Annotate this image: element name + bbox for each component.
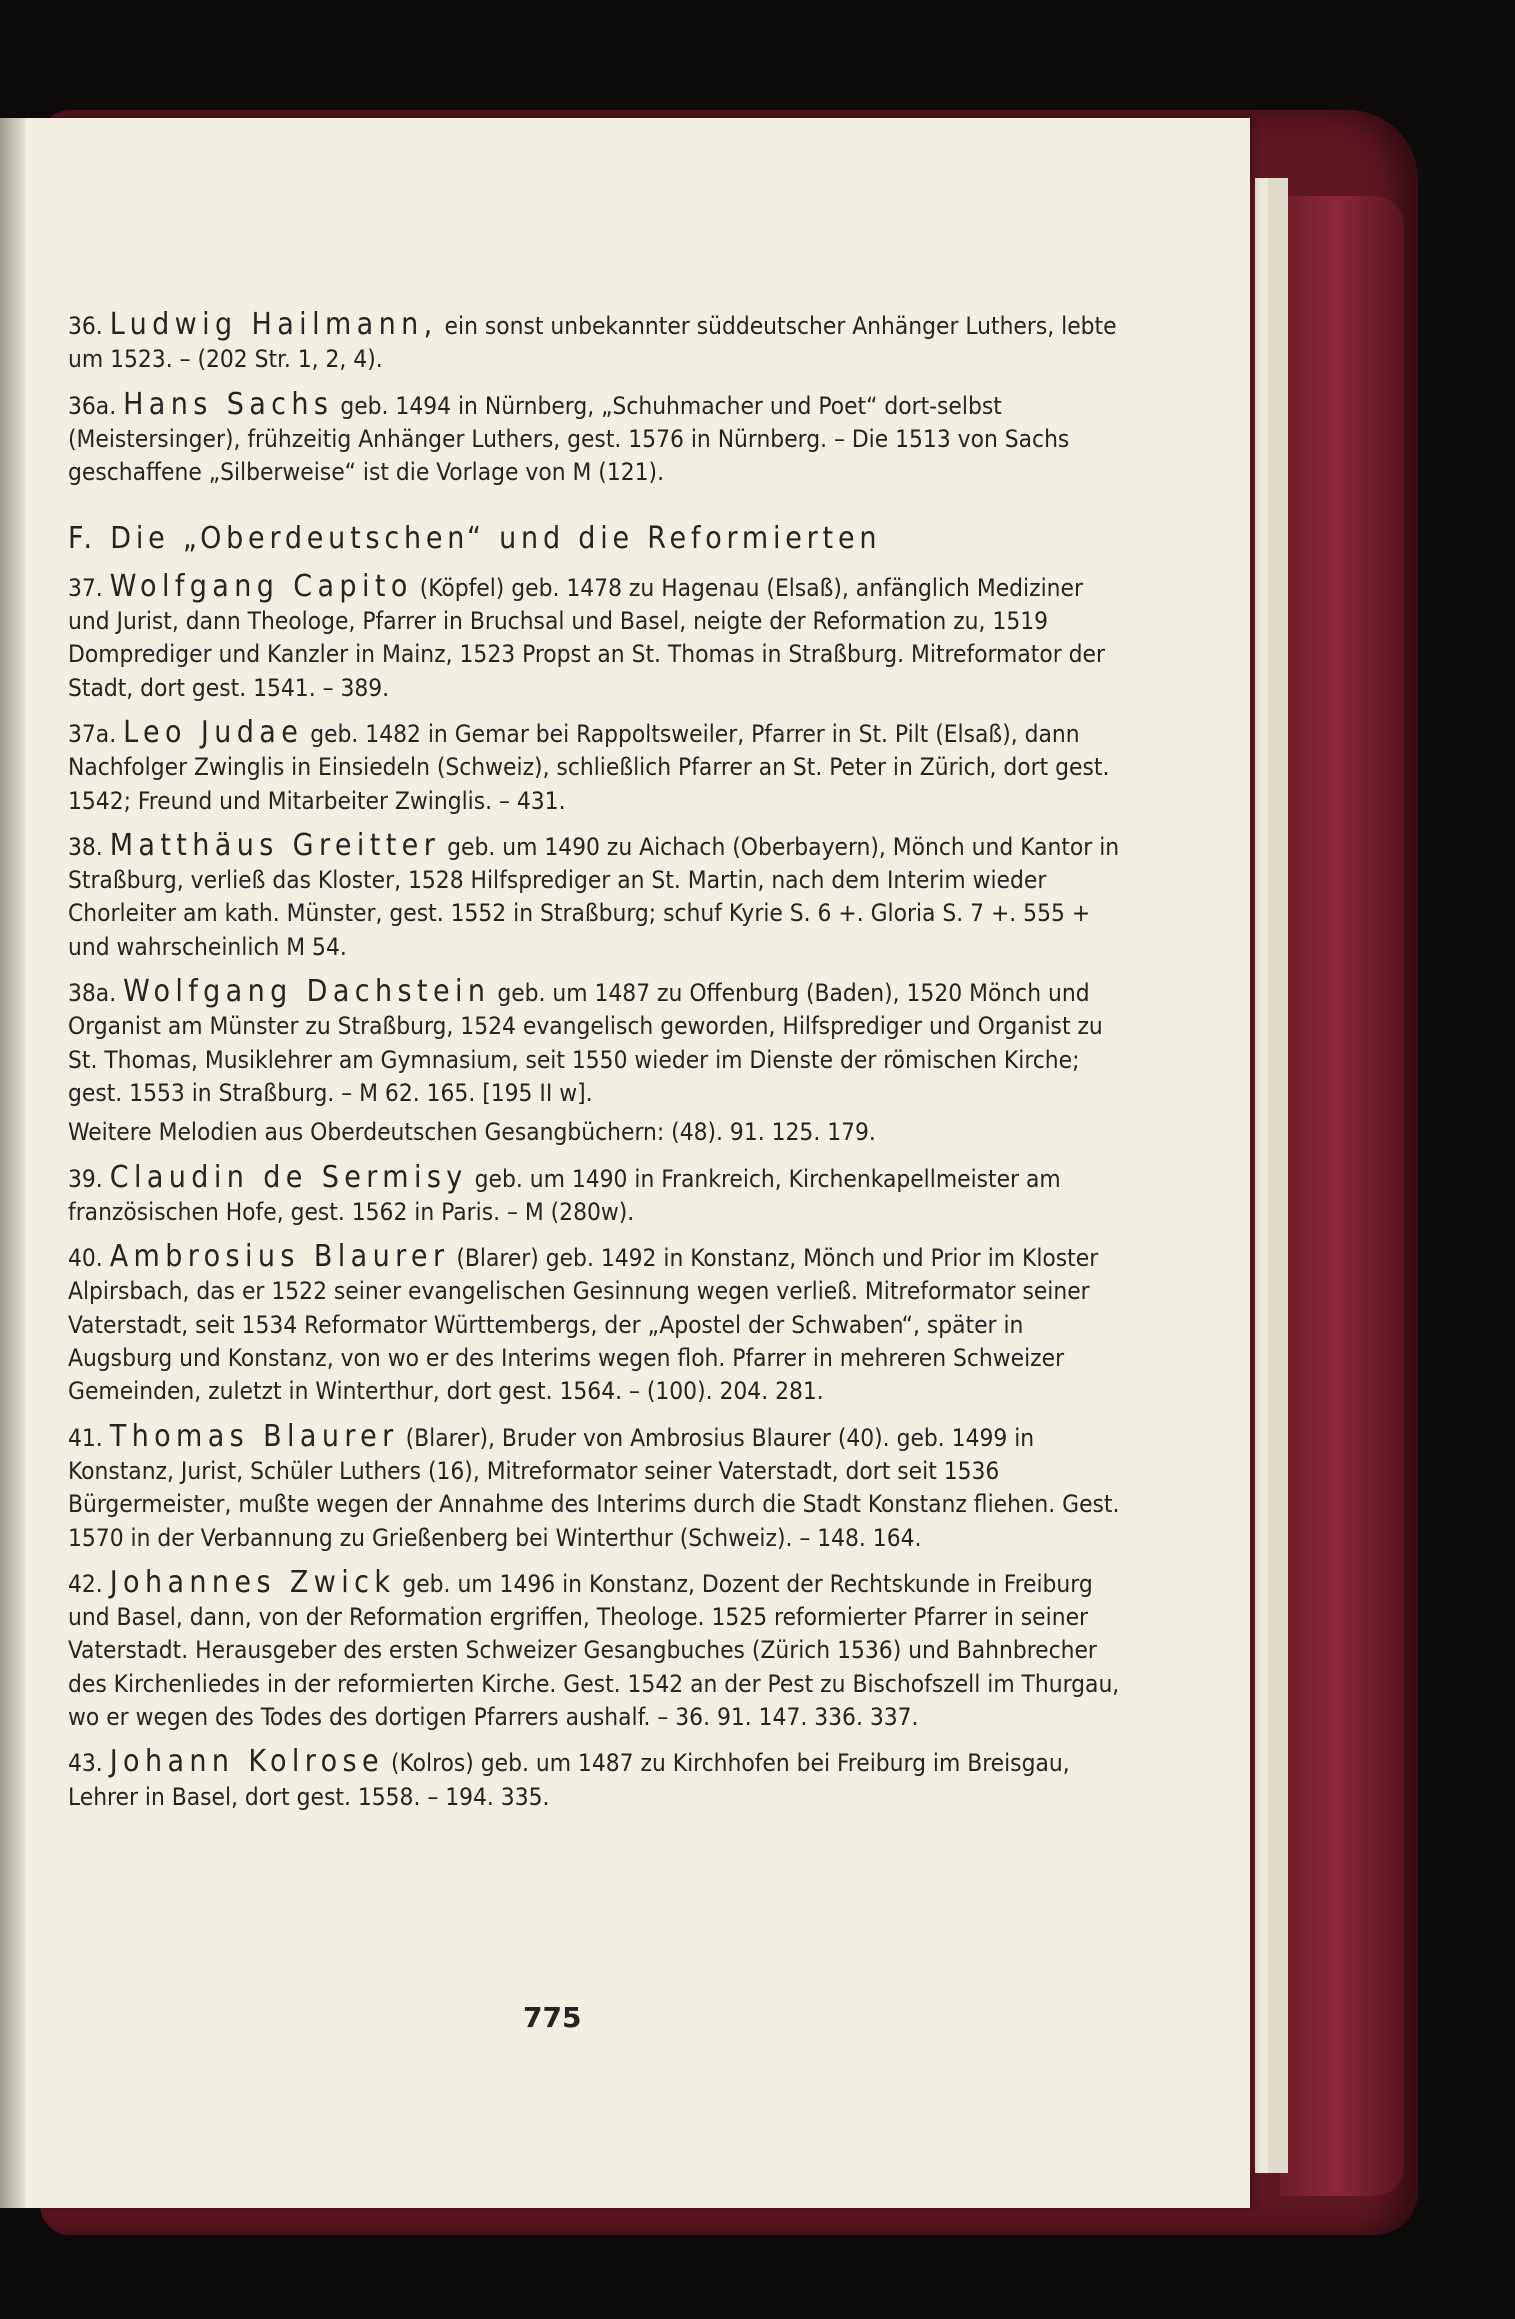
entry-36 (68, 308, 1120, 376)
entry-number: 38. (68, 831, 103, 861)
entry-40 (68, 1240, 1120, 1407)
entry-name: Johannes Zwick (109, 1564, 396, 1600)
entry-39 (68, 1161, 1120, 1229)
entry-number: 39. (68, 1163, 103, 1193)
entry-name: Leo Judae (123, 714, 304, 750)
entry-text: geb. 1494 in Nürnberg, „Schuhmacher und Poet“ dort-selbst (Meistersinger), frühzeitig Anhänger Luthers, gest. 1576 in Nürnberg. – Die 1513 von Sachs geschaffene „Silberweise“ ist die Vorlage von M (121). (68, 390, 1070, 487)
entry-name: Thomas Blaurer (109, 1418, 399, 1454)
entry-text: ein sonst unbekannter süddeutscher Anhänger Luthers, lebte um 1523. – (202 Str. 1, 2, 4). (68, 311, 1117, 374)
entry-38a (68, 975, 1120, 1109)
more-melodies-note: Weitere Melodien aus Oberdeutschen Gesangbüchern: (48). 91. 125. 179. (68, 1117, 876, 1147)
entry-36a (68, 388, 1120, 489)
entry-text: geb. um 1496 in Konstanz, Dozent der Rechtskunde in Freiburg und Basel, dann, von der Reformation ergriffen, Theologe. 1525 reformierter Pfarrer in seiner Vaterstadt. Herausgeber des ersten Schweizer Gesangbuches (Zürich 1536) und Bahnbrecher des Kirchenliedes in der reformierten Kirche. Gest. 1542 an der Pest zu Bischofszell im Thurgau, wo er wegen des Todes des dortigen Pfarrers aushalf. – 36. 91. 147. 336. 337. (68, 1568, 1120, 1731)
entry-name: Matthäus Greitter (109, 827, 441, 863)
entry-42 (68, 1566, 1120, 1733)
entry-37a (68, 716, 1120, 817)
entry-number: 43. (68, 1748, 103, 1778)
entry-text: (Blarer) geb. 1492 in Konstanz, Mönch und Prior im Kloster Alpirsbach, das er 1522 seiner evangelischen Gesinnung wegen verließ. Mitreformator seiner Vaterstadt, seit 1534 Reformator Württembergs, der „Apostel der Schwaben“, später in Augsburg und Konstanz, von wo er des Interims wegen floh. Pfarrer in mehreren Schweizer Gemeinden, zuletzt in Winterthur, dort gest. 1564. – (100). 204. 281. (68, 1243, 1099, 1406)
entry-name: Johann Kolrose (109, 1744, 385, 1780)
page-text (68, 308, 1120, 1825)
entry-text: geb. 1482 in Gemar bei Rappoltsweiler, Pfarrer in St. Pilt (Elsaß), dann Nachfolger Zwinglis in Einsiedeln (Schweiz), schließlich Pfarrer an St. Peter in Zürich, dort gest. 1542; Freund und Mitarbeiter Zwinglis. – 431. (68, 718, 1110, 815)
page-edge (1268, 178, 1288, 2173)
entry-name: Claudin de Sermisy (109, 1159, 468, 1195)
entry-number: 41. (68, 1422, 103, 1452)
entry-number: 37. (68, 572, 103, 602)
entry-text: geb. um 1490 in Frankreich, Kirchenkapellmeister am französischen Hofe, gest. 1562 in Paris. – M (280w). (68, 1163, 1061, 1226)
entry-number: 37a. (68, 718, 117, 748)
section-heading (68, 522, 1120, 555)
entry-text: (Köpfel) geb. 1478 zu Hagenau (Elsaß), anfänglich Mediziner und Jurist, dann Theologe, Pfarrer in Bruchsal und Basel, neigte der Reformation zu, 1519 Domprediger und Kanzler in Mainz, 1523 Propst an St. Thomas in Straßburg. Mitreformator der Stadt, dort gest. 1541. – 389. (68, 572, 1105, 702)
entry-name: Ambrosius Blaurer (109, 1239, 450, 1275)
entry-number: 38a. (68, 978, 117, 1008)
entry-name: Hans Sachs (123, 386, 334, 422)
entry-number: 36. (68, 311, 103, 340)
entry-text: geb. um 1490 zu Aichach (Oberbayern), Mönch und Kantor in Straßburg, verließ das Kloster, 1528 Hilfsprediger an St. Martin, nach dem Interim wieder Chorleiter am kath. Münster, gest. 1552 in Straßburg; schuf Kyrie S. 6 +. Gloria S. 7 +. 555 + und wahrscheinlich M 54. (68, 831, 1120, 961)
entry-text: (Blarer), Bruder von Ambrosius Blaurer (40). geb. 1499 in Konstanz, Jurist, Schüler Luthers (16), Mitreformator seiner Vaterstadt, dort seit 1536 Bürgermeister, mußte wegen der Annahme des Interims durch die Stadt Konstanz fliehen. Gest. 1570 in der Verbannung zu Grießenberg bei Winterthur (Schweiz). – 148. 164. (68, 1422, 1120, 1552)
section-title: Die „Oberdeutschen“ und die Reformierten (110, 521, 882, 557)
entry-name: Ludwig Hailmann, (109, 307, 438, 342)
entry-name: Wolfgang Dachstein (123, 974, 491, 1010)
entry-43 (68, 1745, 1120, 1813)
entry-37 (68, 570, 1120, 704)
book-spine (1280, 196, 1404, 2196)
page-gutter (0, 118, 26, 2208)
section-letter: F. (68, 521, 97, 557)
entry-name: Wolfgang Capito (109, 568, 413, 604)
entry-number: 36a. (68, 390, 117, 420)
entry-number: 40. (68, 1243, 103, 1273)
entry-38 (68, 829, 1120, 963)
entry-41 (68, 1420, 1120, 1554)
entry-number: 42. (68, 1568, 103, 1598)
entry-text: geb. um 1487 zu Offenburg (Baden), 1520 Mönch und Organist am Münster zu Straßburg, 1524 evangelisch geworden, Hilfsprediger und Organist zu St. Thomas, Musiklehrer am Gymnasium, seit 1550 wieder im Dienste der römischen Kirche; gest. 1553 in Straßburg. – M 62. 165. [195 II w]. (68, 978, 1103, 1107)
page-number: 775 (523, 2001, 582, 2034)
book-page (0, 118, 1250, 2208)
entry-text: (Kolros) geb. um 1487 zu Kirchhofen bei Freiburg im Breisgau, Lehrer in Basel, dort gest. 1558. – 194. 335. (68, 1748, 1070, 1811)
